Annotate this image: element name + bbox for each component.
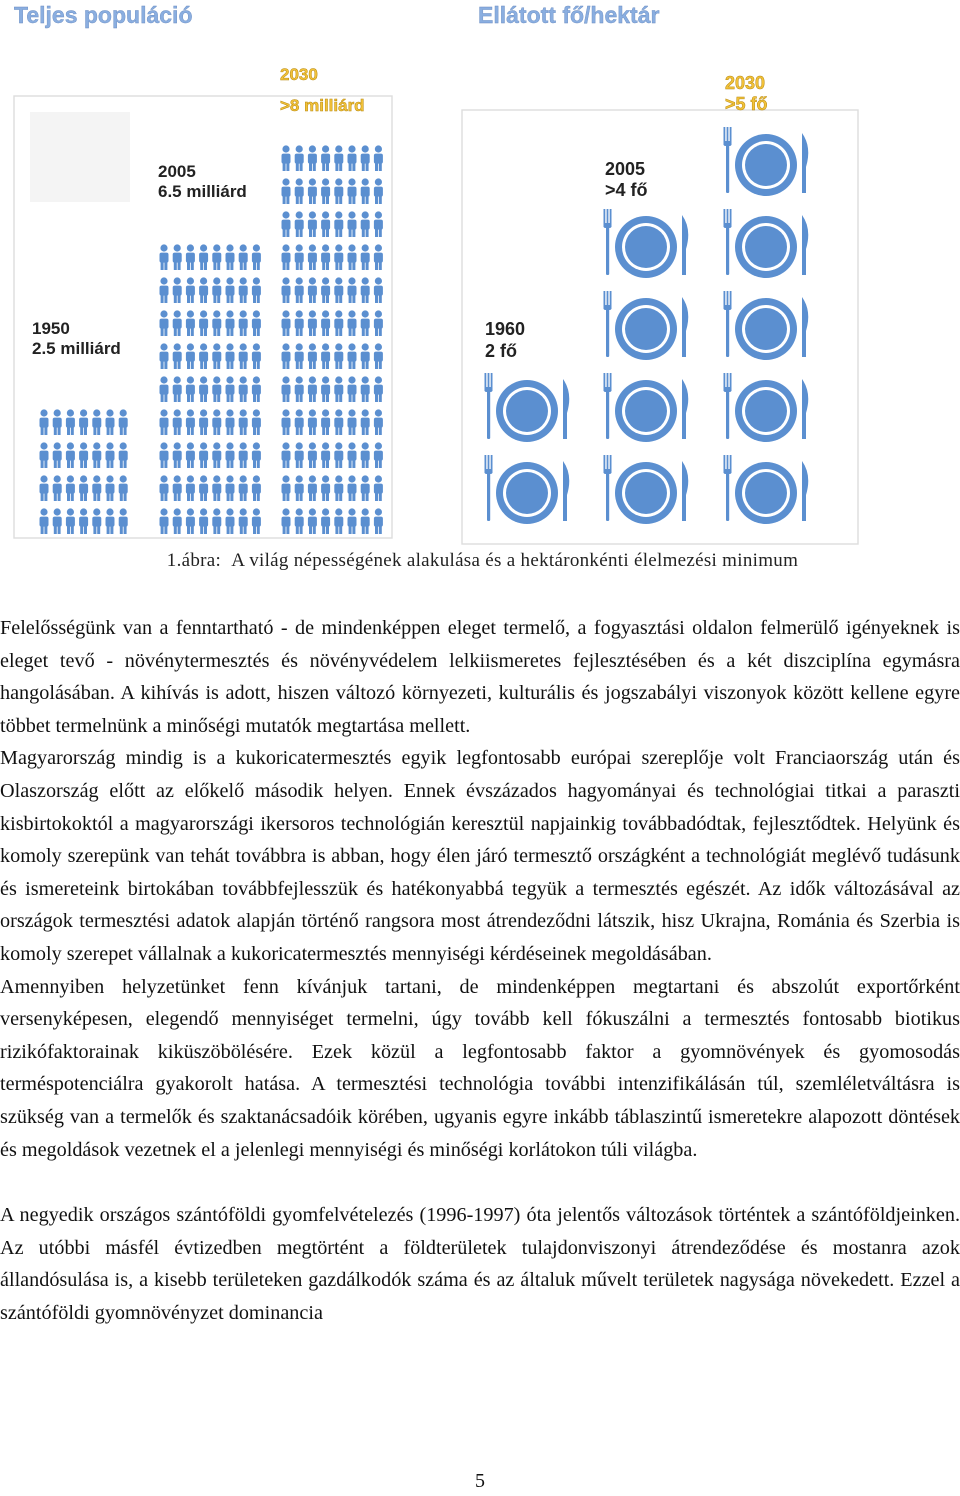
person-icon [308,475,317,501]
person-icon [186,310,195,336]
person-icon [252,376,261,402]
person-icon [321,508,330,534]
person-icon [374,244,383,270]
person-icon [53,508,62,534]
person-icon [239,244,248,270]
person-icon [361,211,370,237]
person-icon [308,310,317,336]
person-icon [321,145,330,171]
plate-cutlery-icon [604,455,689,524]
label-2030-year: 2030 [280,65,318,84]
person-icon [160,409,169,435]
label-2005-year: 2005 [158,162,196,181]
person-icon [106,508,115,534]
person-icon [173,475,182,501]
person-icon [308,277,317,303]
person-icon [282,409,291,435]
person-icon [308,244,317,270]
plate-cutlery-icon [604,209,689,278]
person-icon [348,376,357,402]
person-icon [252,310,261,336]
person-icon [334,310,343,336]
person-icon [334,376,343,402]
figure-graphic [0,0,960,548]
person-icon [239,310,248,336]
caption-text: A világ népességének alakulása és a hektáronkénti élelmezési minimum [231,550,799,571]
person-icon [226,508,235,534]
person-icon [53,442,62,468]
paragraph: Amennyiben helyzetünket fenn kívánjuk tartani, de mindenképpen megtartani és abszolút exportőrként versenyképesen, elegendő mennyiséget termelni, úgy tovább kell fókuszálni a termesztés fontosabb biotikus rizikófaktorainak kiküszöbölésére. Ezek közül a legfontosabb faktor a gyomnövények és gyomosodás terméspotenciálra gyakorolt hatása. A termesztési technológia további intenzifikálásán túl, szemléletváltásra is szükség van a termelők és szaktanácsadóik körében, ugyanis egyre inkább táblaszintű ismeretekre alapozott döntések és megoldások vezetnek el a jelenlegi mennyiségi és minőségi korlátokon túli világba. [0,975,960,1161]
label-1960-year: 1960 [485,319,526,339]
person-icon [348,508,357,534]
person-icon [361,277,370,303]
person-icon [348,277,357,303]
plate-cutlery-icon [724,209,809,278]
person-icon [252,442,261,468]
person-icon [173,442,182,468]
person-icon [334,442,343,468]
person-icon [212,376,221,402]
person-icon [321,178,330,204]
figure-caption [0,550,960,572]
person-icon [186,343,195,369]
person-icon [226,442,235,468]
person-icon [282,244,291,270]
label-2005r-value: >4 fő [605,180,648,200]
label-2030r-year: 2030 [725,73,766,93]
person-icon [282,277,291,303]
person-icon [173,508,182,534]
person-icon [295,244,304,270]
person-icon [160,442,169,468]
person-icon [348,211,357,237]
person-icon [334,277,343,303]
paragraph: Magyarország mindig is a kukoricatermesztés egyik legfontosabb európai szereplője volt Franciaország után és Olaszország előtt az előkelő második helyen. Ennek évszázados hagyományai és technológiai titkai a paraszti kisbirtokoktól a magyarországi ikersoros technológián keresztül napjainkig továbbadódtak, fejlesztődtek. Helyünk és komoly szerepünk van tehát továbbra is abban, hogy élen járó termesztő országként a technológiát meglévő tudásunk és ismereteink birtokában továbbfejlesszük és hatékonyabbá tegyük a termesztés egészét. Az idők változásával az országok termesztési adatok alapján történő rangsora most átrendeződni látszik, hisz Ukrajna, Románia és Szerbia is komoly szerepet vállalnak a kukoricatermesztés mennyiségi kérdéseinek megoldásában. [0,747,960,965]
person-icon [252,475,261,501]
person-icon [252,508,261,534]
person-icon [106,475,115,501]
person-icon [374,211,383,237]
person-icon [119,442,128,468]
person-icon [53,475,62,501]
right-panel-heading: Ellátott fő/hektár [478,2,660,28]
person-icon [160,343,169,369]
person-icon [226,310,235,336]
person-icon [186,244,195,270]
person-icon [79,475,88,501]
person-icon [239,442,248,468]
person-icon [66,475,75,501]
person-icon [295,475,304,501]
person-icon [282,211,291,237]
figure-population-food [0,0,960,548]
person-icon [295,277,304,303]
person-icon [361,442,370,468]
person-icon [334,211,343,237]
person-icon [66,409,75,435]
person-icon [160,244,169,270]
person-icon [199,376,208,402]
person-icon [295,376,304,402]
person-icon [295,409,304,435]
person-icon [173,343,182,369]
person-icon [295,178,304,204]
caption-number: 1.ábra: [166,550,222,571]
person-icon [334,508,343,534]
left-panel-heading: Teljes populáció [14,2,193,28]
person-icon [79,442,88,468]
person-icon [173,310,182,336]
plate-cutlery-icon [485,373,570,442]
person-icon [361,343,370,369]
person-icon [79,508,88,534]
person-icon [252,244,261,270]
plate-cutlery-icon [604,291,689,360]
person-icon [361,508,370,534]
person-icon [40,475,49,501]
person-icon [252,343,261,369]
person-icon [186,277,195,303]
person-icon [119,475,128,501]
person-icon [239,376,248,402]
person-icon [334,178,343,204]
person-icon [186,376,195,402]
person-icon [160,376,169,402]
paragraph: A negyedik országos szántóföldi gyomfelvételezés (1996-1997) óta jelentős változások történtek a szántóföldjeinken. Az utóbbi másfél évtizedben megtörtént a földterületek tulajdonviszonyi átrendeződése és mostanra azok állandósulása is, a kisebb területeken gazdálkodók száma és az általuk művelt területek nagysága növekedett. Ezzel a szántóföldi gyomnövényzet dominancia [0,1204,960,1324]
person-icon [160,277,169,303]
person-icon [295,442,304,468]
label-2005r-year: 2005 [605,159,646,179]
person-icon [295,145,304,171]
person-icon [226,244,235,270]
person-icon [239,277,248,303]
person-icon [348,442,357,468]
label-2030-value: >8 milliárd [280,96,365,115]
person-icon [40,442,49,468]
person-icon [212,508,221,534]
person-icon [361,409,370,435]
person-icon [348,310,357,336]
plate-cutlery-icon [724,455,809,524]
label-2030r-value: >5 fő [725,94,768,114]
person-icon [106,409,115,435]
person-icon [374,145,383,171]
person-icon [282,376,291,402]
person-icon [199,475,208,501]
person-icon [226,475,235,501]
person-icon [53,409,62,435]
person-icon [295,508,304,534]
person-icon [212,442,221,468]
person-icon [348,475,357,501]
person-icon [92,409,101,435]
person-icon [199,244,208,270]
person-icon [252,409,261,435]
left-panel-shade [30,112,130,202]
plate-cutlery-icon [485,455,570,524]
person-icon [334,244,343,270]
page-number: 5 [475,1470,485,1492]
person-icon [334,409,343,435]
person-icon [361,145,370,171]
person-icon [66,508,75,534]
person-icon [348,244,357,270]
person-icon [252,277,261,303]
person-icon [199,508,208,534]
person-icon [173,409,182,435]
person-icon [321,442,330,468]
person-icon [160,475,169,501]
person-icon [308,343,317,369]
person-icon [212,244,221,270]
person-icon [334,343,343,369]
person-icon [92,442,101,468]
person-icon [239,475,248,501]
plate-cutlery-icon [604,373,689,442]
person-icon [160,310,169,336]
person-icon [160,508,169,534]
person-icon [295,343,304,369]
person-icon [92,475,101,501]
person-icon [321,310,330,336]
person-icon [374,310,383,336]
person-icon [334,475,343,501]
person-icon [92,508,101,534]
label-2005-value: 6.5 milliárd [158,182,247,201]
person-icon [321,343,330,369]
person-icon [308,442,317,468]
person-icon [348,178,357,204]
person-icon [212,343,221,369]
person-icon [308,508,317,534]
person-icon [282,310,291,336]
person-icon [186,508,195,534]
person-icon [239,343,248,369]
person-icon [321,244,330,270]
person-icon [282,475,291,501]
person-icon [212,475,221,501]
person-icon [173,244,182,270]
person-icon [186,475,195,501]
person-icon [199,442,208,468]
person-icon [361,475,370,501]
person-icon [321,277,330,303]
person-icon [308,409,317,435]
paragraph: Felelősségünk van a fenntartható - de mindenképpen eleget termelő, a fogyasztási oldalon felmerülő igényeknek is eleget tevő - növénytermesztés és növényvédelem lelkiismeretes fejlesztésében és a két diszciplína egymásra hangolásában. A kihívás is adott, hiszen változó környezeti, kulturális és jogszabályi viszonyok között kellene egyre többet termelnünk a minőségi mutatók megtartása mellett. [0,617,960,737]
person-icon [212,277,221,303]
person-icon [282,145,291,171]
person-icon [186,442,195,468]
person-icon [374,442,383,468]
person-icon [295,211,304,237]
plate-cutlery-icon [724,127,809,196]
person-icon [348,343,357,369]
person-icon [226,376,235,402]
person-icon [348,409,357,435]
plate-cutlery-icon [724,373,809,442]
person-icon [321,376,330,402]
person-icon [321,211,330,237]
person-icon [361,244,370,270]
body-text [0,612,960,1329]
person-icon [374,178,383,204]
person-icon [119,409,128,435]
person-icon [321,475,330,501]
person-icon [361,178,370,204]
person-icon [282,508,291,534]
person-icon [374,409,383,435]
person-icon [212,409,221,435]
person-icon [239,409,248,435]
plate-cutlery-icon [724,291,809,360]
person-icon [40,508,49,534]
label-1950-value: 2.5 milliárd [32,339,121,358]
person-icon [40,409,49,435]
person-icon [361,376,370,402]
person-icon [226,277,235,303]
person-icon [334,145,343,171]
person-icon [173,376,182,402]
person-icon [374,277,383,303]
person-icon [199,409,208,435]
person-icon [199,277,208,303]
label-1960-value: 2 fő [485,341,518,361]
person-icon [308,376,317,402]
person-icon [308,178,317,204]
person-icon [374,508,383,534]
person-icon [308,211,317,237]
label-1950-year: 1950 [32,319,70,338]
person-icon [361,310,370,336]
person-icon [199,343,208,369]
person-icon [226,343,235,369]
person-icon [282,343,291,369]
person-icon [374,343,383,369]
person-icon [173,277,182,303]
person-icon [199,310,208,336]
person-icon [282,178,291,204]
person-icon [348,145,357,171]
person-icon [374,475,383,501]
person-icon [119,508,128,534]
person-icon [239,508,248,534]
person-icon [212,310,221,336]
person-icon [79,409,88,435]
person-icon [226,409,235,435]
person-icon [374,376,383,402]
person-icon [282,442,291,468]
person-icon [321,409,330,435]
person-icon [66,442,75,468]
person-icon [186,409,195,435]
person-icon [106,442,115,468]
person-icon [308,145,317,171]
person-icon [295,310,304,336]
